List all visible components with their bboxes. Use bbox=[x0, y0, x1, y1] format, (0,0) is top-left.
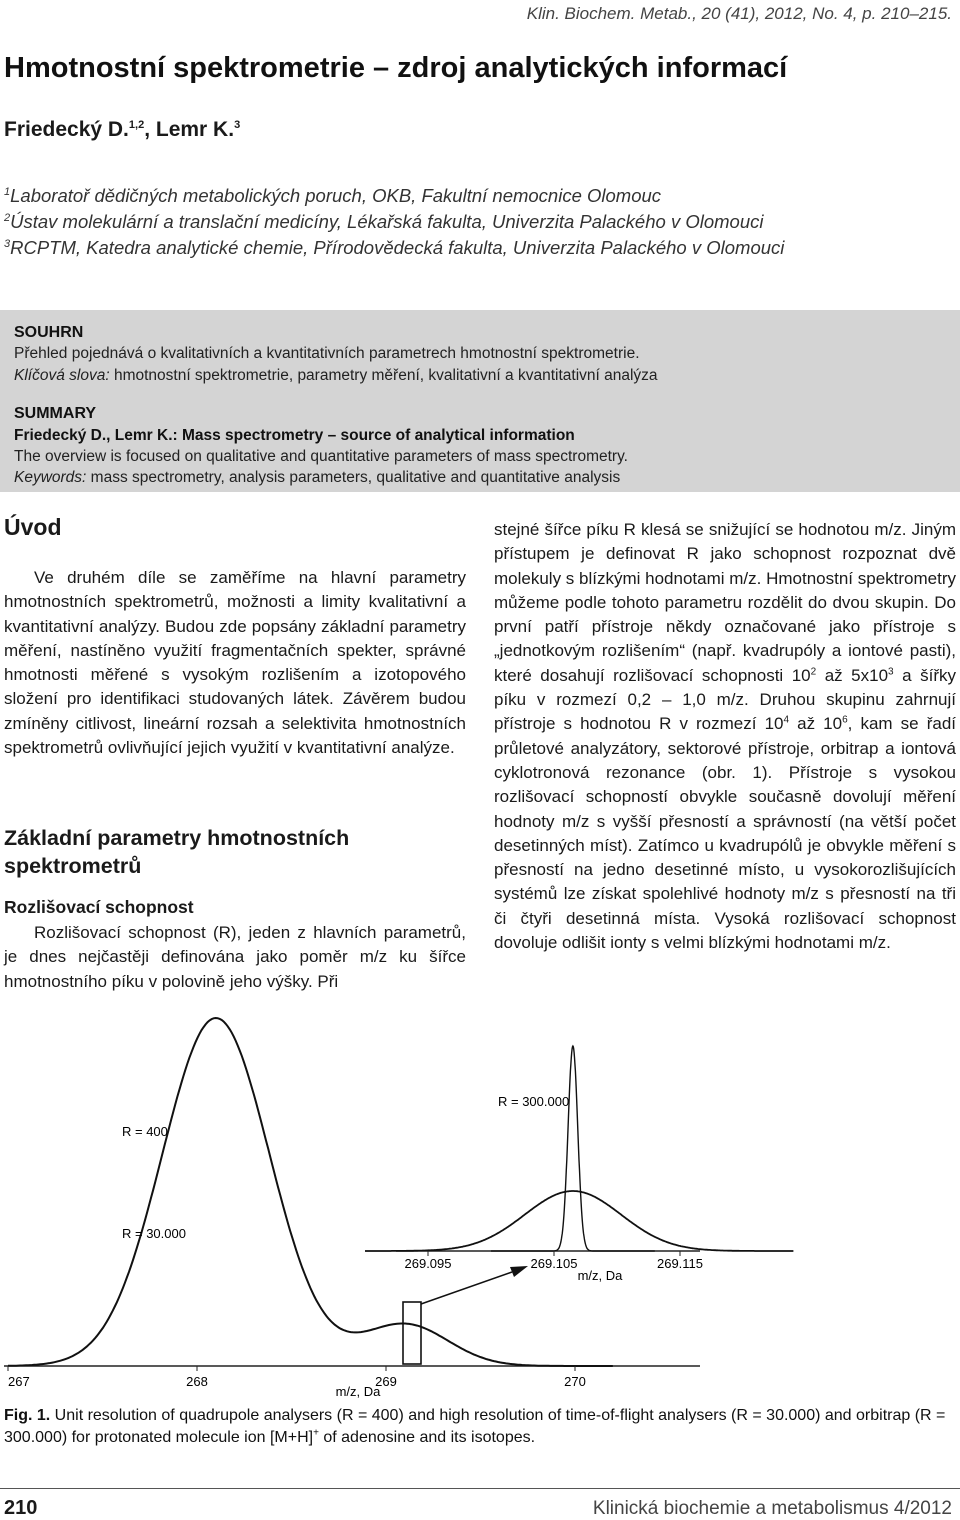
annotation-r400: R = 400 bbox=[122, 1124, 168, 1139]
right-column-text: stejné šířce píku R klesá se snižující se hodnotou m/z. Jiným přístupem je definovat R jako schopnost rozpoznat dvě molekuly s blízkými hodnotami m/z. Hmotnostní spektrometry můžeme podle tohoto parametru rozdělit do dvou skupin. Do první patří přístroje někdy označované jako přístroje s „jednotkovým rozlišením“ (např. kvadrupóly a iontové pasti), které dosahují rozlišovací schopnosti $10^2$ až $5x10^3$ a šířky píku v rozmezí 0,2 – 1,0 m/z. Druhou skupinu zahrnují přístroje s hodnotou R v rozmezí $10^4$ až $10^6$, kam se řadí průletové analyzátory, sektorové přístroje, orbitrap a iontová cyklotronová rezonance (obr. 1). Přístroje s vysokou rozlišovací schopností obvykle současně dovolují měření hodnoty m/z s vyšší přesností a správností (na větší počet desetinných míst). Zatímco u kvadrupólů je obvykle měření s přesností na jedno desetinné místo, u vysokorozlišujících systémů lze získat spolehlivé hodnoty m/z s přesností na tři či čtyři desetinná místa. Vysoká rozlišovací schopnost dovoluje odlišit ionty s velmi blízkými hodnotami m/z. bbox=[494, 520, 957, 953]
subsection-heading: Rozlišovací schopnost bbox=[4, 897, 194, 917]
main-tick-label: 267 bbox=[8, 1374, 30, 1389]
main-tick-label: 270 bbox=[564, 1374, 586, 1389]
main-tick-label: 268 bbox=[186, 1374, 208, 1389]
annotation-r30000: R = 30.000 bbox=[122, 1226, 186, 1241]
authors bbox=[4, 118, 240, 142]
main-xlabel: m/z, Da bbox=[335, 1384, 381, 1399]
peak-r30000 bbox=[365, 1191, 793, 1251]
author-separator: , bbox=[144, 118, 156, 141]
figure-1-spectrum bbox=[0, 1000, 960, 1400]
main-tick-label: 269 bbox=[375, 1374, 397, 1389]
journal-citation: Klin. Biochem. Metab., 20 (41), 2012, No. 4, p. 210–215. bbox=[526, 4, 952, 23]
intro-heading: Úvod bbox=[4, 514, 62, 540]
peak-r300000 bbox=[491, 1046, 655, 1251]
peak-r400 bbox=[8, 1018, 613, 1366]
author-2-affil: 3 bbox=[234, 119, 241, 131]
article-title: Hmotnostní spektrometrie – zdroj analytických informací bbox=[4, 52, 788, 84]
zoom-arrow-head bbox=[510, 1266, 528, 1277]
summary-keywords: Keywords: mass spectrometry, analysis parameters, qualitative and quantitative analysis bbox=[14, 469, 621, 486]
zoom-box bbox=[403, 1302, 421, 1364]
author-1: Friedecký D. bbox=[4, 118, 129, 141]
summary-text: The overview is focused on qualitative and quantitative parameters of mass spectrometry. bbox=[14, 448, 628, 465]
resolution-paragraph: Rozlišovací schopnost (R), jeden z hlavních parametrů, je dnes nejčastěji definována jako poměr m/z ku šířce hmotnostního píku v polovině jeho výšky. Při bbox=[4, 923, 466, 991]
affiliation-3: $^3$RCPTM, Katedra analytické chemie, Přírodovědecká fakulta, Univerzita Palackého v Olomouci bbox=[4, 237, 785, 258]
section-heading: Základní parametry hmotnostních spektrometrů bbox=[4, 826, 350, 878]
footer-journal: Klinická biochemie a metabolismus 4/2012 bbox=[592, 1498, 952, 1519]
souhrn-text: Přehled pojednává o kvalitativních a kvantitativních parametrech hmotnostní spektrometrie. bbox=[14, 345, 640, 362]
inset-tick-label: 269.115 bbox=[656, 1256, 704, 1271]
author-2: Lemr K. bbox=[155, 118, 235, 141]
affiliation-2: $^2$Ústav molekulární a translační medicíny, Lékařská fakulta, Univerzita Palackého v Olomouci bbox=[4, 211, 764, 232]
figure-caption: Fig. 1. Unit resolution of quadrupole analysers (R = 400) and high resolution of time-of-flight analysers (R = 30.000) and orbitrap (R = 300.000) for protonated molecule ion [M+H]+ of adenosine and its isotopes. bbox=[4, 1407, 946, 1446]
inset-tick-label: 269.105 bbox=[530, 1256, 578, 1271]
souhrn-keywords: Klíčová slova: hmotnostní spektrometrie, parametry měření, kvalitativní a kvantitativní analýza bbox=[14, 367, 658, 384]
affiliation-1: $^1$Laboratoř dědičných metabolických poruch, OKB, Fakultní nemocnice Olomouc bbox=[4, 185, 662, 206]
summary-title: Friedecký D., Lemr K.: Mass spectrometry – source of analytical information bbox=[14, 427, 575, 444]
zoom-arrow bbox=[421, 1272, 512, 1304]
inset-tick-label: 269.095 bbox=[404, 1256, 452, 1271]
intro-paragraph: Ve druhém díle se zaměříme na hlavní parametry hmotnostních spektrometrů, možnosti a limity kvalitativní a kvantitativní analýzy. Budou zde popsány základní parametry měření, nastíněno využití fragmentačních spekter, správné hmotnosti měřené s vysokým rozlišením a izotopového složení pro identifikaci studovaných látek. Závěrem budou zmíněny citlivost, lineární rozsah a selektivita hmotnostních spektrometrů ovlivňující jejich využití v kvantitativní analýze. bbox=[4, 568, 466, 758]
author-1-affil: 1,2 bbox=[128, 119, 145, 131]
souhrn-heading: SOUHRN bbox=[14, 324, 84, 341]
summary-heading: SUMMARY bbox=[14, 405, 97, 422]
inset-xlabel: m/z, Da bbox=[577, 1268, 623, 1283]
footer-rule bbox=[0, 1488, 960, 1489]
annotation-r300000: R = 300.000 bbox=[498, 1094, 570, 1109]
page-number: 210 bbox=[4, 1497, 38, 1519]
